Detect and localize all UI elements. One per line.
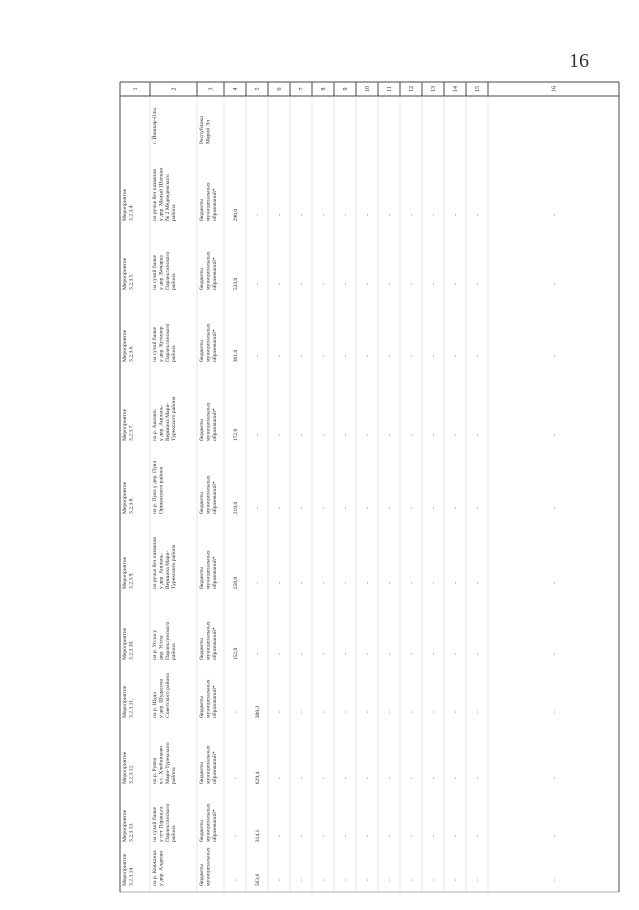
measure-id: Мероприятие — [122, 481, 128, 514]
value-cell: - — [453, 879, 459, 881]
value-cell: - — [475, 434, 481, 436]
object-name: Параньгинского — [164, 621, 171, 660]
object-name: Турекского района — [171, 396, 178, 441]
funding-source: бюджеты — [199, 637, 205, 660]
value-cell: - — [365, 507, 371, 509]
object-name: у дер. Шудасола — [158, 678, 165, 718]
funding-source: бюджеты — [199, 819, 205, 842]
value-cell: - — [255, 355, 261, 357]
value-cell: - — [277, 835, 283, 837]
value-cell: - — [431, 283, 437, 285]
value-cell: - — [453, 777, 459, 779]
measure-id: Мероприятие — [122, 188, 128, 221]
object-name: на р. Руяна — [152, 757, 158, 784]
measure-id: 3.2.3.4. — [128, 204, 135, 221]
funding-source: бюджеты — [199, 267, 205, 290]
object-name: у дер. Малый Шапкин — [158, 167, 165, 221]
column-number: 13 — [431, 86, 437, 92]
object-name: на сухой балке — [152, 806, 158, 842]
object-name: района — [171, 204, 178, 221]
measure-id: Мероприятие — [122, 556, 128, 589]
value-cell: - — [409, 355, 415, 357]
funding-source: муниципальных — [205, 182, 212, 221]
object-name: г. Йошкар-Олы — [152, 108, 158, 144]
value-cell: - — [365, 283, 371, 285]
object-name: на ручье без названия — [152, 537, 158, 589]
value-cell: - — [343, 434, 349, 436]
page-number: 16 — [569, 50, 589, 72]
funding-source: образований* — [211, 809, 218, 842]
value-cell: - — [431, 582, 437, 584]
object-name: района — [171, 825, 178, 842]
value-cell: - — [321, 214, 327, 216]
value-cell: - — [277, 214, 283, 216]
value-cell: - — [343, 653, 349, 655]
value-cell: - — [321, 711, 327, 713]
value-cell: - — [551, 835, 558, 837]
column-number: 1 — [133, 87, 139, 91]
value-cell: - — [387, 507, 393, 509]
value-cell: - — [551, 582, 558, 584]
value-cell: 563,6 — [255, 873, 261, 887]
funding-source: образований* — [211, 329, 218, 362]
funding-source: образований* — [211, 188, 218, 221]
value-cell: - — [387, 582, 393, 584]
value-cell: 172,0 — [233, 428, 239, 442]
value-cell: - — [277, 355, 283, 357]
object-name: района — [171, 643, 178, 660]
value-cell: - — [365, 653, 371, 655]
value-cell: - — [343, 214, 349, 216]
value-cell: - — [551, 214, 558, 216]
column-number: 11 — [387, 86, 393, 92]
value-cell: - — [299, 582, 305, 584]
value-cell: - — [475, 507, 481, 509]
funding-source: муниципальных — [205, 679, 212, 718]
measure-id: 3.2.3.5. — [128, 273, 135, 290]
table-lines — [120, 82, 619, 892]
value-cell: - — [551, 434, 558, 436]
value-cell: - — [365, 214, 371, 216]
funding-source: муниципальных — [205, 323, 212, 362]
value-cell: - — [277, 653, 283, 655]
value-cell: - — [321, 582, 327, 584]
value-cell: - — [277, 879, 283, 881]
value-cell: - — [387, 653, 393, 655]
object-name: района — [171, 345, 178, 362]
value-cell: - — [277, 582, 283, 584]
value-cell: - — [475, 879, 481, 881]
funding-source: бюджеты — [199, 491, 205, 514]
measure-id: Мероприятие — [122, 329, 128, 362]
value-cell: - — [431, 653, 437, 655]
value-cell: - — [299, 879, 305, 881]
value-cell: - — [387, 283, 393, 285]
table-row — [150, 108, 211, 144]
funding-source: бюджеты — [199, 339, 205, 362]
column-number: 8 — [321, 87, 327, 91]
value-cell: - — [453, 355, 459, 357]
value-cell: - — [321, 777, 327, 779]
object-name: Вершина Мари- — [164, 550, 171, 589]
object-name: у дер. Вочарка — [158, 255, 165, 290]
value-cell: - — [551, 711, 558, 713]
value-cell: - — [299, 434, 305, 436]
object-name: на сухой балке — [152, 254, 158, 290]
value-cell: - — [365, 777, 371, 779]
value-cell: - — [365, 711, 371, 713]
object-name: на р. Уссоа у — [152, 629, 158, 660]
table-row — [122, 621, 558, 660]
value-cell: - — [321, 653, 327, 655]
value-cell: - — [409, 653, 415, 655]
value-cell: - — [551, 777, 558, 779]
value-cell: - — [365, 835, 371, 837]
table-row — [122, 396, 558, 441]
value-cell: 629,4 — [255, 771, 261, 785]
value-cell: - — [453, 653, 459, 655]
value-cell: - — [431, 434, 437, 436]
value-cell: 258,0 — [233, 576, 239, 590]
column-number: 3 — [208, 87, 215, 91]
value-cell: - — [409, 434, 415, 436]
value-cell: - — [321, 283, 327, 285]
value-cell: - — [321, 879, 327, 881]
measure-id: 3.2.3.14. — [128, 866, 135, 886]
object-name: у дер. Ашлань- — [158, 404, 165, 441]
object-name: на сухой балке — [152, 326, 158, 362]
object-name: Параньгинского — [164, 251, 171, 290]
value-cell: - — [475, 214, 481, 216]
object-name: Оршанского района — [158, 466, 165, 514]
value-cell: - — [233, 777, 239, 779]
value-cell: - — [299, 711, 305, 713]
value-cell: 533,0 — [233, 277, 239, 291]
column-number: 12 — [409, 86, 415, 92]
value-cell: - — [551, 355, 558, 357]
value-cell: - — [431, 835, 437, 837]
funding-source: муниципальных — [205, 847, 212, 886]
funding-source: бюджеты — [199, 863, 205, 886]
funding-source: бюджеты — [199, 695, 205, 718]
value-cell: 314,1 — [255, 829, 261, 843]
value-cell: - — [255, 434, 261, 436]
value-cell: - — [343, 879, 349, 881]
value-cell: - — [551, 879, 558, 881]
measure-id: Мероприятие — [122, 853, 128, 886]
column-number: 7 — [299, 87, 305, 91]
funding-source: бюджеты — [199, 761, 205, 784]
object-name: района — [171, 273, 178, 290]
value-cell: - — [453, 214, 459, 216]
value-cell: - — [475, 653, 481, 655]
value-cell: - — [365, 355, 371, 357]
value-cell: - — [453, 582, 459, 584]
value-cell: - — [475, 835, 481, 837]
measure-id: 3.2.3.9. — [128, 572, 135, 589]
value-cell: 388,3 — [255, 705, 261, 719]
value-cell: - — [431, 879, 437, 881]
funding-source: образований* — [211, 556, 218, 589]
column-number: 2 — [171, 87, 178, 91]
column-number: 16 — [551, 86, 558, 92]
value-cell: 361,0 — [233, 349, 239, 363]
value-cell: - — [431, 355, 437, 357]
object-name: у дер. Алдеево — [158, 850, 165, 886]
value-cell: - — [453, 835, 459, 837]
value-cell: - — [343, 355, 349, 357]
value-cell: - — [343, 777, 349, 779]
column-number: 9 — [343, 87, 349, 91]
value-cell: - — [277, 434, 283, 436]
value-cell: - — [277, 283, 283, 285]
value-cell: 219,0 — [233, 501, 239, 515]
value-cell: - — [299, 214, 305, 216]
value-cell: - — [321, 434, 327, 436]
object-name: Параньгинского — [164, 803, 171, 842]
value-cell: - — [255, 582, 261, 584]
value-cell: - — [551, 653, 558, 655]
object-name: на р. Ковжанка — [152, 850, 158, 886]
object-name: Вершина Мари- — [164, 402, 171, 441]
object-name: на р. Ашлань — [152, 409, 158, 441]
column-number: 14 — [453, 86, 459, 92]
table-row — [122, 742, 558, 784]
measure-id: Мероприятие — [122, 627, 128, 660]
funding-source: образований* — [211, 627, 218, 660]
value-cell: - — [299, 653, 305, 655]
value-cell: - — [255, 214, 261, 216]
table-row — [122, 251, 558, 290]
measure-id: 3.2.3.12. — [128, 764, 135, 784]
value-cell: - — [343, 582, 349, 584]
value-cell: - — [475, 711, 481, 713]
column-number: 6 — [277, 87, 283, 91]
value-cell: - — [299, 283, 305, 285]
value-cell: - — [453, 283, 459, 285]
measure-id: Мероприятие — [122, 408, 128, 441]
measure-id: 3.2.3.13. — [128, 822, 135, 842]
table-row — [122, 461, 558, 515]
value-cell: - — [277, 777, 283, 779]
value-cell: - — [321, 507, 327, 509]
funding-source: муниципальных — [205, 803, 212, 842]
value-cell: - — [475, 355, 481, 357]
object-name: на ручье без названия — [152, 169, 158, 221]
value-cell: - — [431, 777, 437, 779]
funding-source: образований* — [211, 481, 218, 514]
value-cell: - — [409, 835, 415, 837]
table-row — [122, 847, 558, 886]
value-cell: - — [453, 507, 459, 509]
value-cell: - — [431, 214, 437, 216]
value-cell: - — [233, 711, 239, 713]
value-cell: - — [409, 214, 415, 216]
object-name: у дер. Ашлань- — [158, 552, 165, 589]
value-cell: - — [321, 355, 327, 357]
object-name: Параньгинского — [164, 323, 171, 362]
value-cell: - — [387, 214, 393, 216]
value-cell: - — [387, 711, 393, 713]
value-cell: - — [409, 582, 415, 584]
value-cell: - — [453, 434, 459, 436]
funding-source: бюджеты — [199, 198, 205, 221]
value-cell: 290,0 — [233, 208, 239, 222]
column-number: 4 — [233, 87, 239, 91]
funding-source: муниципальных — [205, 475, 212, 514]
value-cell: - — [299, 835, 305, 837]
object-name: района — [171, 767, 178, 784]
value-cell: - — [409, 879, 415, 881]
measure-id: 3.2.3.8. — [128, 497, 135, 514]
value-cell: - — [475, 582, 481, 584]
value-cell: - — [321, 835, 327, 837]
value-cell: - — [365, 879, 371, 881]
column-number: 5 — [255, 87, 261, 91]
value-cell: - — [255, 653, 261, 655]
measure-id: Мероприятие — [122, 685, 128, 718]
value-cell: - — [343, 507, 349, 509]
funding-source: муниципальных — [205, 621, 212, 660]
funding-source: образований* — [211, 408, 218, 441]
value-cell: - — [387, 879, 393, 881]
measure-id: 3.2.3.6. — [128, 345, 135, 362]
object-name: Турекского района — [171, 544, 178, 589]
value-cell: 152,0 — [233, 647, 239, 661]
object-name: на р. Пуял у дер. Пуял — [152, 460, 158, 514]
value-cell: - — [299, 355, 305, 357]
table-row — [122, 803, 558, 842]
funding-source: муниципальных — [205, 251, 212, 290]
value-cell: - — [387, 355, 393, 357]
column-number: 15 — [475, 86, 481, 92]
measure-id: 3.2.3.10. — [128, 640, 135, 660]
measure-id: Мероприятие — [122, 751, 128, 784]
value-cell: - — [343, 283, 349, 285]
table-row — [122, 168, 558, 222]
value-cell: - — [551, 283, 558, 285]
funding-source: Республики — [199, 115, 205, 144]
value-cell: - — [299, 777, 305, 779]
value-cell: - — [409, 507, 415, 509]
funding-source: образований* — [211, 751, 218, 784]
value-cell: - — [365, 582, 371, 584]
table-row — [122, 673, 558, 719]
value-cell: - — [277, 711, 283, 713]
object-name: на р. Шуда — [152, 692, 158, 718]
column-number: 10 — [365, 86, 371, 92]
object-name: в с. Хлебниково — [158, 745, 165, 784]
value-cell: - — [277, 507, 283, 509]
value-cell: - — [255, 507, 261, 509]
object-name: у дер. Купинер — [158, 326, 165, 362]
object-name: у пгт Параньга — [158, 806, 165, 842]
value-cell: - — [299, 507, 305, 509]
value-cell: - — [409, 777, 415, 779]
measure-id: 3.2.3.7. — [128, 424, 135, 441]
table-row — [122, 323, 558, 362]
table-row — [122, 537, 558, 590]
value-cell: - — [233, 879, 239, 881]
funding-source: бюджеты — [199, 418, 205, 441]
funding-source: муниципальных — [205, 402, 212, 441]
measure-id: Мероприятие — [122, 257, 128, 290]
funding-source: образований* — [211, 257, 218, 290]
value-cell: - — [431, 507, 437, 509]
value-cell: - — [551, 507, 558, 509]
object-name: дер. Уссоа — [158, 635, 165, 660]
value-cell: - — [431, 711, 437, 713]
value-cell: - — [387, 434, 393, 436]
funding-source: бюджеты — [199, 566, 205, 589]
value-cell: - — [343, 711, 349, 713]
value-cell: - — [387, 835, 393, 837]
funding-source: муниципальных — [205, 550, 212, 589]
funding-source: образований* — [211, 685, 218, 718]
object-name: Советского района — [164, 673, 171, 718]
value-cell: - — [365, 434, 371, 436]
value-cell: - — [233, 835, 239, 837]
value-cell: - — [409, 711, 415, 713]
value-cell: - — [475, 283, 481, 285]
funding-source: муниципальных — [205, 745, 212, 784]
value-cell: - — [475, 777, 481, 779]
object-name: Мари-Турекского — [164, 742, 171, 784]
value-cell: - — [343, 835, 349, 837]
value-cell: - — [387, 777, 393, 779]
measure-id: 3.2.3.11. — [128, 698, 135, 718]
funding-source: Марий Эл — [205, 119, 212, 144]
value-cell: - — [409, 283, 415, 285]
value-cell: - — [255, 283, 261, 285]
measure-id: Мероприятие — [122, 809, 128, 842]
value-cell: - — [453, 711, 459, 713]
object-name: № 2 Медведевского — [164, 174, 171, 221]
